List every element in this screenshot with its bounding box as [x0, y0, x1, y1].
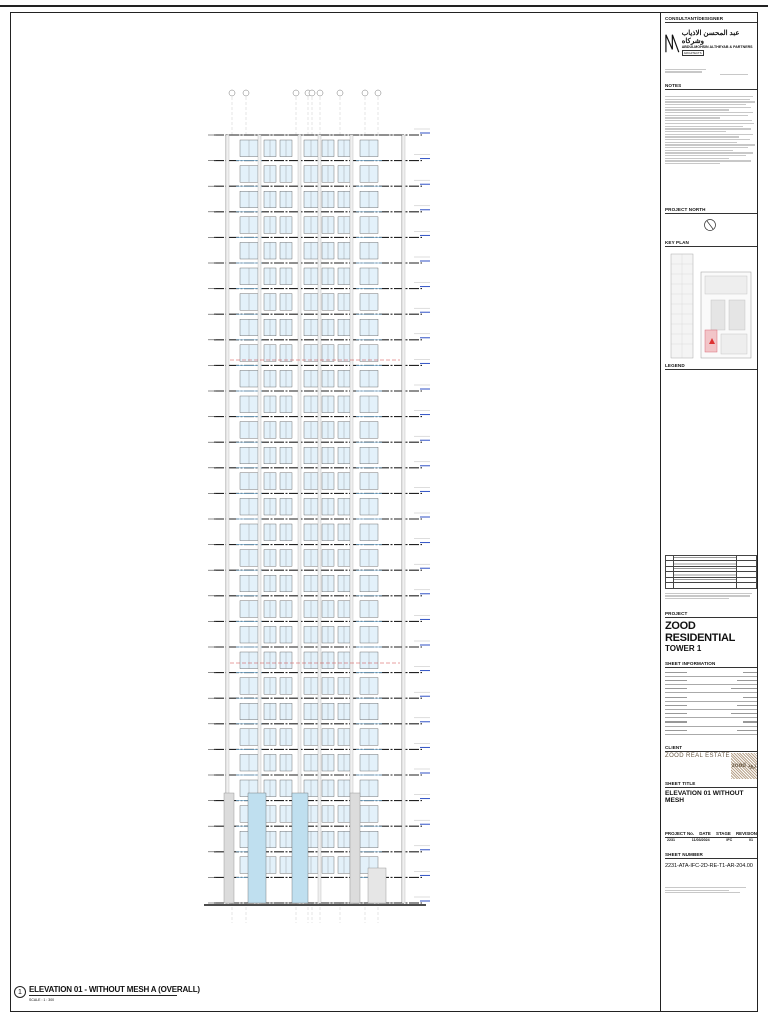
title-block [665, 16, 757, 1008]
view-number-circle: 1 [14, 986, 26, 998]
project-meta-values [665, 838, 757, 842]
divider [665, 858, 757, 859]
sheet-top-rule [0, 5, 768, 7]
tower-elevation-drawing [200, 85, 430, 925]
firm-text [682, 29, 757, 56]
firm-contact-lines [665, 69, 757, 83]
divider [665, 751, 757, 752]
divider [665, 213, 757, 214]
revision-label: REVISION [736, 830, 757, 836]
project-no-value: 2231 [667, 838, 675, 843]
north-arrow-area [665, 214, 757, 240]
divider [665, 667, 757, 668]
copyright-note [665, 593, 757, 611]
project-subtitle: TOWER 1 [665, 643, 702, 653]
notes-text-block [665, 91, 757, 207]
sheet-info-header: SHEET INFORMATION [665, 660, 716, 666]
legend-area [665, 371, 757, 555]
view-title: ELEVATION 01 - WITHOUT MESH A (OVERALL) [29, 985, 200, 994]
client-header: CLIENT [665, 744, 683, 750]
firm-name: ABDULMOHSIN ALTHEYAB & PARTNERS [681, 45, 753, 50]
project-no-label: PROJECT No. [665, 830, 695, 836]
firm-logo-mark-icon [665, 32, 680, 54]
divider [665, 837, 757, 838]
title-block-divider [660, 12, 661, 1012]
view-title-underline [29, 995, 177, 996]
divider [665, 369, 757, 370]
divider [665, 246, 757, 247]
project-header: PROJECT [665, 610, 688, 616]
date-value: 11/03/2024 [691, 838, 710, 843]
sheet-info-table [665, 669, 757, 735]
project-meta-labels [665, 831, 757, 836]
revision-value: 01 [748, 838, 753, 843]
sheet-number: 2231-ATA-IFC-2D-RE-T1-AR-204.00 [665, 863, 753, 870]
client-block [665, 753, 757, 779]
divider [665, 89, 757, 90]
notes-header: NOTES [665, 82, 682, 88]
sheet-number-header: SHEET NUMBER [665, 852, 703, 858]
consultant-header: CONSULTANT/DESIGNER [665, 16, 724, 21]
stage-label: STAGE [716, 830, 731, 836]
firm-subtitle: ARCHITECTS [683, 51, 702, 56]
divider [665, 617, 757, 618]
firm-logo-block [665, 29, 757, 57]
legend-header: LEGEND [665, 363, 685, 369]
view-label [14, 985, 200, 1007]
key-plan-image [665, 250, 757, 362]
stage-value: IFC [726, 838, 733, 843]
firm-arabic-name: عبد المحسن الاذياب وشركاه [681, 30, 740, 46]
sheet-title: ELEVATION 01 WITHOUT MESH [665, 789, 744, 804]
divider [665, 22, 757, 23]
revision-table [665, 555, 757, 589]
client-logo: zood زود [731, 753, 757, 779]
north-header: PROJECT NORTH [665, 206, 706, 212]
date-label: DATE [699, 830, 711, 836]
divider [665, 787, 757, 788]
north-arrow-icon [703, 218, 717, 232]
disclaimer-lines [665, 887, 757, 899]
keyplan-header: KEY PLAN [665, 240, 689, 246]
sheet-title-header: SHEET TITLE [665, 780, 696, 786]
project-name: ZOOD RESIDENTIAL [665, 619, 736, 644]
client-name: ZOOD REAL ESTATE [665, 752, 730, 759]
view-scale: SCALE : 1 : 300 [29, 998, 55, 1002]
